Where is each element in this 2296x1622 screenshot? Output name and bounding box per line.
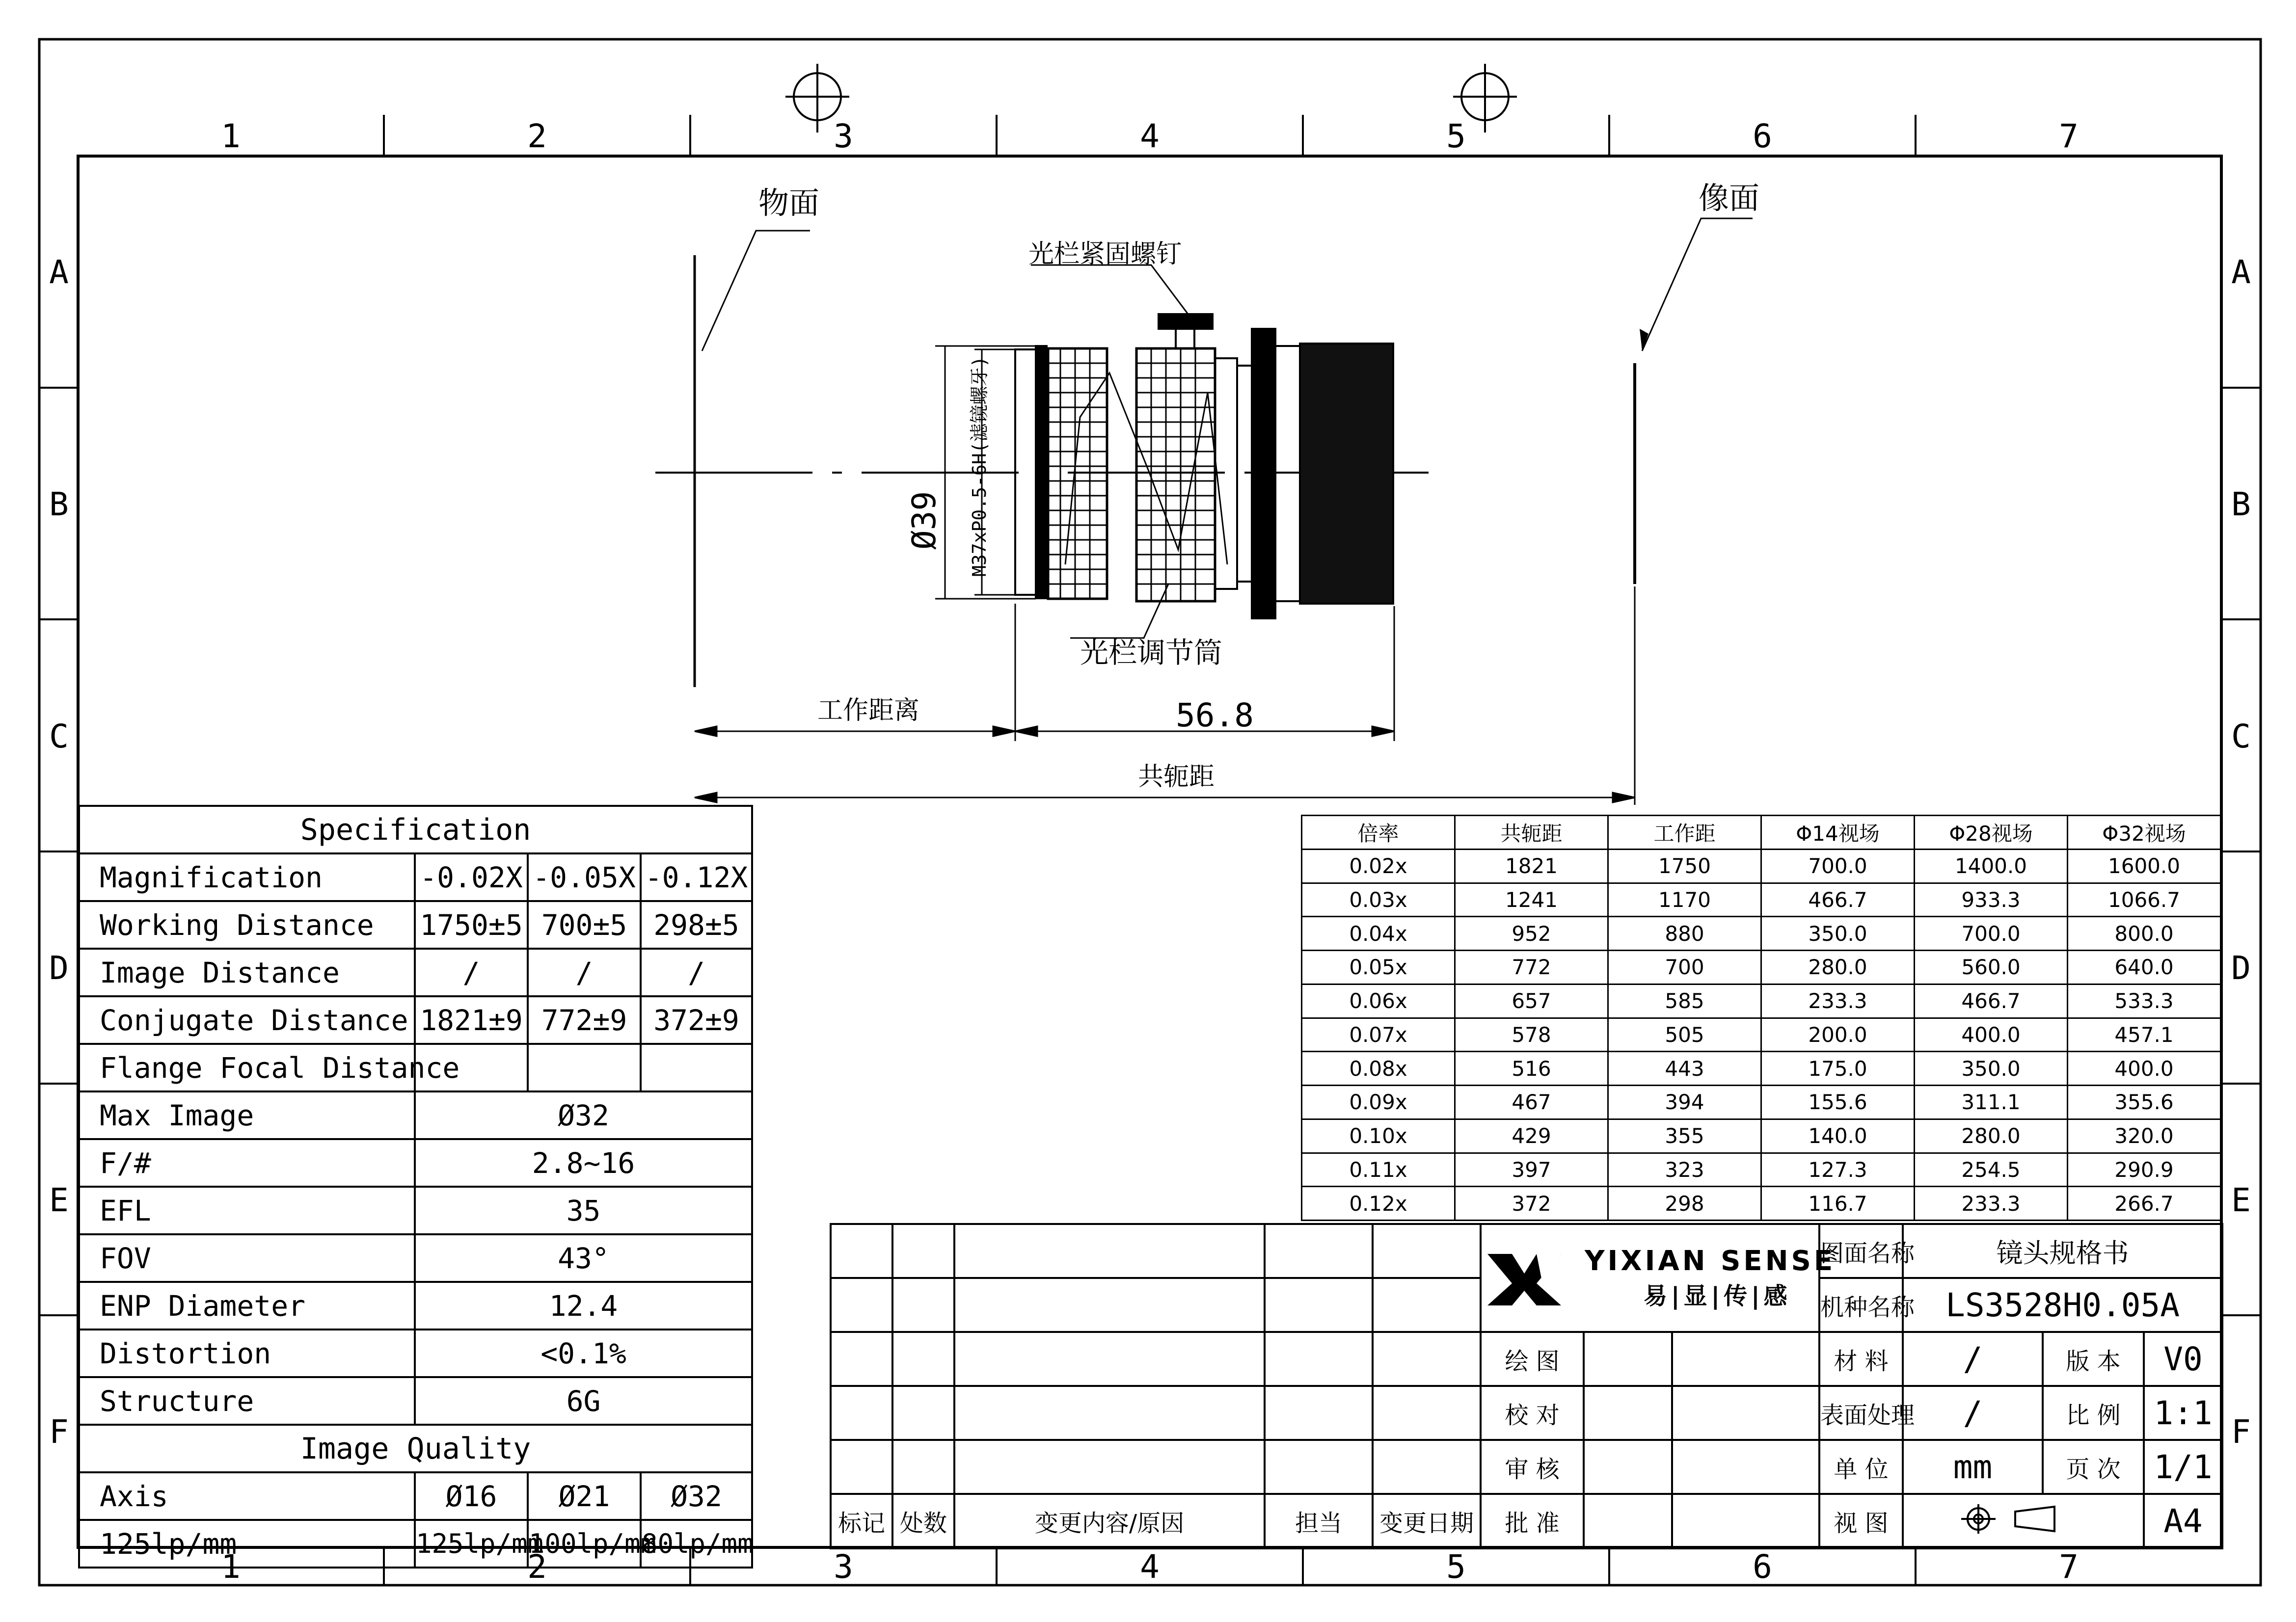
diameter-label: Ø39 <box>905 491 943 550</box>
mag-cell: 657 <box>1455 984 1608 1018</box>
col-label-bottom: 6 <box>1753 1548 1772 1586</box>
mag-cell: 700 <box>1608 951 1761 984</box>
mag-header: Φ32视场 <box>2068 816 2221 850</box>
mag-cell: 320.0 <box>2068 1119 2221 1153</box>
col-label-top: 3 <box>834 117 853 155</box>
spec-value: <0.1% <box>415 1330 752 1377</box>
revision-cell <box>954 1278 1265 1332</box>
spec-value: 6G <box>415 1377 752 1425</box>
col-label-top: 4 <box>1140 117 1160 155</box>
row-label-left: E <box>49 1181 69 1219</box>
col-label-bottom: 3 <box>834 1548 853 1586</box>
row-label-left: A <box>49 253 69 291</box>
col-label-bottom: 4 <box>1140 1548 1160 1586</box>
paper-size: A4 <box>2144 1494 2222 1548</box>
mag-cell: 0.06x <box>1302 984 1455 1018</box>
mag-cell: 0.04x <box>1302 917 1455 951</box>
mag-cell: 233.3 <box>1761 984 1915 1018</box>
mag-cell: 350.0 <box>1761 917 1915 951</box>
spec-value: Ø16 <box>415 1472 528 1520</box>
spec-value: 125lp/mm <box>415 1520 528 1568</box>
mag-cell: 372 <box>1455 1187 1608 1221</box>
review-date <box>1672 1440 1819 1494</box>
spec-label: FOV <box>79 1234 415 1282</box>
version-label: 版 本 <box>2043 1332 2144 1386</box>
revision-cell <box>954 1332 1265 1386</box>
col-label-top: 2 <box>527 117 547 155</box>
logo-cn: 易|显|传|感 <box>1644 1282 1791 1310</box>
mag-cell: 0.05x <box>1302 951 1455 984</box>
model-label: 机种名称 <box>1819 1278 1903 1332</box>
check-label: 校 对 <box>1481 1386 1584 1440</box>
mag-cell: 0.11x <box>1302 1153 1455 1187</box>
mag-cell: 394 <box>1608 1086 1761 1119</box>
mag-row <box>1302 883 2221 917</box>
spec-label: F/# <box>79 1139 415 1187</box>
spec-label: Structure <box>79 1377 415 1425</box>
check-name <box>1584 1386 1672 1440</box>
mag-cell: 457.1 <box>2068 1018 2221 1052</box>
row-label-right: D <box>2231 949 2251 987</box>
revision-cell <box>954 1386 1265 1440</box>
mag-row <box>1302 1052 2221 1086</box>
mag-cell: 127.3 <box>1761 1153 1915 1187</box>
spec-value: 35 <box>415 1187 752 1234</box>
mag-cell: 429 <box>1455 1119 1608 1153</box>
mag-cell: 0.10x <box>1302 1119 1455 1153</box>
spec-label: Conjugate Distance <box>79 996 415 1044</box>
revision-header: 标记 <box>831 1494 892 1548</box>
spec-value: 700±5 <box>528 901 641 949</box>
revision-cell <box>892 1278 954 1332</box>
spec-label: Magnification <box>79 853 415 901</box>
revision-cell <box>831 1386 892 1440</box>
mag-cell: 355.6 <box>2068 1086 2221 1119</box>
spec-value: / <box>528 949 641 996</box>
material-label: 材 料 <box>1819 1332 1903 1386</box>
aperture-ring-leader <box>1070 584 1168 638</box>
aperture-ring-label: 光栏调节筒 <box>1080 636 1223 669</box>
spec-label: Working Distance <box>79 901 415 949</box>
mag-cell: 155.6 <box>1761 1086 1915 1119</box>
spec-label: Image Distance <box>79 949 415 996</box>
revision-header: 变更内容/原因 <box>954 1494 1265 1548</box>
revision-cell <box>892 1224 954 1278</box>
draw-date <box>1672 1332 1819 1386</box>
image-plane-leader <box>1642 218 1753 351</box>
mag-cell: 443 <box>1608 1052 1761 1086</box>
revision-cell <box>831 1332 892 1386</box>
mag-cell: 800.0 <box>2068 917 2221 951</box>
row-label-right: B <box>2231 485 2251 523</box>
object-plane-leader <box>702 231 810 351</box>
mag-cell: 175.0 <box>1761 1052 1915 1086</box>
mag-cell: 466.7 <box>1915 984 2068 1018</box>
scale-value: 1:1 <box>2144 1386 2222 1440</box>
revision-header: 担当 <box>1265 1494 1373 1548</box>
revision-cell <box>954 1224 1265 1278</box>
mag-cell: 280.0 <box>1915 1119 2068 1153</box>
mag-cell: 233.3 <box>1915 1187 2068 1221</box>
mag-cell: 560.0 <box>1915 951 2068 984</box>
revision-header: 处数 <box>892 1494 954 1548</box>
approve-date <box>1672 1494 1819 1548</box>
revision-cell <box>892 1440 954 1494</box>
mag-cell: 0.02x <box>1302 849 1455 883</box>
mag-cell: 467 <box>1455 1086 1608 1119</box>
mag-cell: 772 <box>1455 951 1608 984</box>
mag-cell: 200.0 <box>1761 1018 1915 1052</box>
mag-row <box>1302 917 2221 951</box>
mag-row <box>1302 951 2221 984</box>
material-value: / <box>1903 1332 2043 1386</box>
mag-cell: 254.5 <box>1915 1153 2068 1187</box>
mag-header: 倍率 <box>1302 816 1455 850</box>
row-label-right: A <box>2231 253 2251 291</box>
revision-cell <box>1265 1386 1373 1440</box>
mag-row <box>1302 1086 2221 1119</box>
spec-label: Flange Focal Distance <box>79 1044 415 1091</box>
mag-cell: 578 <box>1455 1018 1608 1052</box>
row-label-right: E <box>2231 1181 2251 1219</box>
company-logo <box>1481 1224 1836 1332</box>
mag-cell: 700.0 <box>1761 849 1915 883</box>
magnification-table <box>1301 815 2221 1221</box>
stop-screw-label: 光栏紧固螺钉 <box>1028 239 1182 269</box>
revision-cell <box>831 1278 892 1332</box>
revision-cell <box>892 1386 954 1440</box>
mag-cell: 397 <box>1455 1153 1608 1187</box>
spec-value: -0.02X <box>415 853 528 901</box>
mag-cell: 0.08x <box>1302 1052 1455 1086</box>
mag-cell: 880 <box>1608 917 1761 951</box>
mag-header: Φ28视场 <box>1915 816 2068 850</box>
row-label-left: C <box>49 718 69 755</box>
mag-cell: 0.12x <box>1302 1187 1455 1221</box>
approve-label: 批 准 <box>1481 1494 1584 1548</box>
review-name <box>1584 1440 1672 1494</box>
mag-cell: 1241 <box>1455 883 1608 917</box>
mag-cell: 505 <box>1608 1018 1761 1052</box>
scale-label: 比 例 <box>2043 1386 2144 1440</box>
spec-value: 298±5 <box>641 901 752 949</box>
mag-cell: 1400.0 <box>1915 849 2068 883</box>
revision-cell <box>892 1332 954 1386</box>
spec-value: 1750±5 <box>415 901 528 949</box>
approve-name <box>1584 1494 1672 1548</box>
spec-value: 2.8~16 <box>415 1139 752 1187</box>
logo-text: YIXIAN SENSE <box>1585 1245 1836 1277</box>
unit-label: 单 位 <box>1819 1440 1903 1494</box>
mag-cell: 355 <box>1608 1119 1761 1153</box>
spec-value: 43° <box>415 1234 752 1282</box>
spec-value: Ø32 <box>415 1091 752 1139</box>
revision-cell <box>954 1440 1265 1494</box>
row-label-left: F <box>49 1413 69 1451</box>
stop-screw-leader <box>1031 265 1188 314</box>
mag-cell: 280.0 <box>1761 951 1915 984</box>
spec-label: Distortion <box>79 1330 415 1377</box>
mag-cell: 323 <box>1608 1153 1761 1187</box>
specification-table <box>78 805 753 1569</box>
image-quality-title: Image Quality <box>79 1425 752 1472</box>
col-label-bottom: 5 <box>1446 1548 1466 1586</box>
mag-cell: 1750 <box>1608 849 1761 883</box>
spec-label: 125lp/mm <box>79 1520 415 1568</box>
title-block <box>830 1223 2223 1549</box>
view-label: 视 图 <box>1819 1494 1903 1548</box>
mag-cell: 116.7 <box>1761 1187 1915 1221</box>
mag-row <box>1302 1119 2221 1153</box>
mag-cell: 1821 <box>1455 849 1608 883</box>
mag-cell: 516 <box>1455 1052 1608 1086</box>
review-label: 审 核 <box>1481 1440 1584 1494</box>
row-label-right: C <box>2231 718 2251 755</box>
mag-cell: 933.3 <box>1915 883 2068 917</box>
page-value: 1/1 <box>2144 1440 2222 1494</box>
spec-value: / <box>641 949 752 996</box>
mag-row <box>1302 984 2221 1018</box>
revision-cell <box>1373 1440 1481 1494</box>
spec-value: 1821±9 <box>415 996 528 1044</box>
revision-cell <box>1373 1332 1481 1386</box>
surface-label: 表面处理 <box>1819 1386 1903 1440</box>
length-label: 56.8 <box>1176 696 1254 734</box>
spec-title: Specification <box>79 806 752 853</box>
mag-cell: 533.3 <box>2068 984 2221 1018</box>
mag-cell: 0.07x <box>1302 1018 1455 1052</box>
conjugate-label: 共轭距 <box>1138 762 1215 792</box>
row-label-left: B <box>49 485 69 523</box>
thread-label: M37xP0.5-6H(滤镜螺牙) <box>969 356 990 577</box>
row-label-left: D <box>49 949 69 987</box>
mag-cell: 640.0 <box>2068 951 2221 984</box>
drawing-name-label: 图面名称 <box>1819 1224 1903 1278</box>
revision-cell <box>1373 1386 1481 1440</box>
spec-value: Ø21 <box>528 1472 641 1520</box>
page-label: 页 次 <box>2043 1440 2144 1494</box>
mag-cell: 700.0 <box>1915 917 2068 951</box>
col-label-top: 1 <box>221 117 241 155</box>
col-label-top: 5 <box>1446 117 1466 155</box>
spec-value: / <box>415 949 528 996</box>
revision-cell <box>1373 1224 1481 1278</box>
spec-value: 12.4 <box>415 1282 752 1330</box>
mag-cell: 0.09x <box>1302 1086 1455 1119</box>
revision-header: 变更日期 <box>1373 1494 1481 1548</box>
mag-row <box>1302 1153 2221 1187</box>
col-label-top: 7 <box>2059 117 2079 155</box>
surface-value: / <box>1903 1386 2043 1440</box>
view-symbol-cell <box>1903 1494 2144 1548</box>
draw-label: 绘 图 <box>1481 1332 1584 1386</box>
spec-label: Max Image <box>79 1091 415 1139</box>
mag-cell: 350.0 <box>1915 1052 2068 1086</box>
spec-value: -0.12X <box>641 853 752 901</box>
mag-cell: 140.0 <box>1761 1119 1915 1153</box>
col-label-bottom: 7 <box>2059 1548 2079 1586</box>
spec-label: Axis <box>79 1472 415 1520</box>
row-label-right: F <box>2231 1413 2251 1451</box>
mag-row <box>1302 1187 2221 1221</box>
mag-row <box>1302 1018 2221 1052</box>
mag-cell: 400.0 <box>2068 1052 2221 1086</box>
image-plane-label: 像面 <box>1699 180 1760 216</box>
draw-name <box>1584 1332 1672 1386</box>
spec-label: ENP Diameter <box>79 1282 415 1330</box>
drawing-name: 镜头规格书 <box>1903 1224 2222 1278</box>
mag-cell: 1600.0 <box>2068 849 2221 883</box>
spec-value: -0.05X <box>528 853 641 901</box>
mag-cell: 585 <box>1608 984 1761 1018</box>
mag-cell: 0.03x <box>1302 883 1455 917</box>
col-label-bottom: 1 <box>221 1548 241 1586</box>
mag-cell: 266.7 <box>2068 1187 2221 1221</box>
unit-value: mm <box>1903 1440 2043 1494</box>
col-label-top: 6 <box>1753 117 1772 155</box>
mag-header: 共轭距 <box>1455 816 1608 850</box>
mag-cell: 1170 <box>1608 883 1761 917</box>
mag-cell: 1066.7 <box>2068 883 2221 917</box>
spec-value <box>528 1044 641 1091</box>
revision-cell <box>1373 1278 1481 1332</box>
mag-row <box>1302 849 2221 883</box>
mag-cell: 466.7 <box>1761 883 1915 917</box>
mag-header: 工作距 <box>1608 816 1761 850</box>
spec-value: 100lp/mm <box>528 1520 641 1568</box>
working-distance-label: 工作距离 <box>817 696 920 725</box>
revision-cell <box>1265 1278 1373 1332</box>
mag-cell: 400.0 <box>1915 1018 2068 1052</box>
revision-cell <box>831 1224 892 1278</box>
spec-label: EFL <box>79 1187 415 1234</box>
spec-value: 772±9 <box>528 996 641 1044</box>
spec-value: 372±9 <box>641 996 752 1044</box>
col-label-bottom: 2 <box>527 1548 547 1586</box>
check-date <box>1672 1386 1819 1440</box>
mag-cell: 298 <box>1608 1187 1761 1221</box>
model-number: LS3528H0.05A <box>1903 1278 2222 1332</box>
mag-cell: 290.9 <box>2068 1153 2221 1187</box>
spec-value <box>641 1044 752 1091</box>
version-value: V0 <box>2144 1332 2222 1386</box>
mag-cell: 311.1 <box>1915 1086 2068 1119</box>
spec-value: 80lp/mm <box>641 1520 752 1568</box>
object-plane-label: 物面 <box>758 185 820 221</box>
revision-cell <box>1265 1332 1373 1386</box>
revision-cell <box>831 1440 892 1494</box>
revision-cell <box>1265 1224 1373 1278</box>
revision-cell <box>1265 1440 1373 1494</box>
mag-cell: 952 <box>1455 917 1608 951</box>
mag-header: Φ14视场 <box>1761 816 1915 850</box>
knurl-pattern <box>1048 348 1215 601</box>
spec-value: Ø32 <box>641 1472 752 1520</box>
